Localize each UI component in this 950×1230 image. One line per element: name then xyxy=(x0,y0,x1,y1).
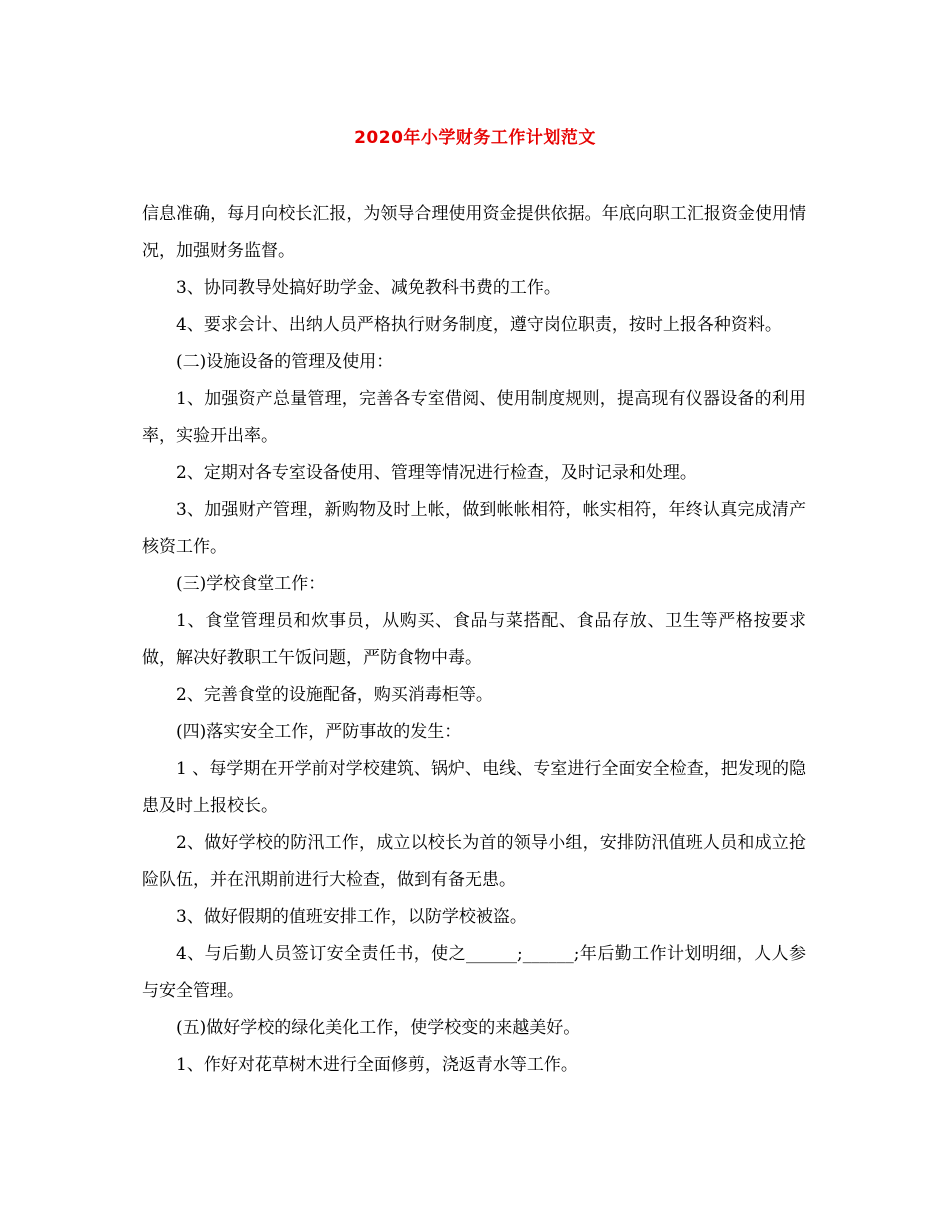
paragraph-6: 2、定期对各专室设备使用、管理等情况进行检查，及时记录和处理。 xyxy=(176,463,697,483)
paragraph-3: 4、要求会计、出纳人员严格执行财务制度，遵守岗位职责，按时上报各种资料。 xyxy=(176,315,782,335)
paragraph-2: 3、协同教导处搞好助学金、减免教科书费的工作。 xyxy=(176,278,561,298)
section-heading-3: (三)学校食堂工作： xyxy=(176,574,326,594)
paragraph-5: 1、加强资产总量管理，完善各专室借阅、使用制度规则，提高现有仪器设备的利用率，实验开出率。 xyxy=(142,389,806,446)
document-body xyxy=(142,196,806,1084)
paragraph-1: 信息准确，每月向校长汇报，为领导合理使用资金提供依据。年底向职工汇报资金使用情况，加强财务监督。 xyxy=(142,204,806,261)
paragraph-17: 1、作好对花草树木进行全面修剪，浇返青水等工作。 xyxy=(176,1055,578,1075)
section-heading-5: (五)做好学校的绿化美化工作，使学校变的来越美好。 xyxy=(176,1018,581,1038)
paragraph-9: 1、食堂管理员和炊事员，从购买、食品与菜搭配、食品存放、卫生等严格按要求做，解决好教职工午饭问题，严防食物中毒。 xyxy=(142,611,806,668)
paragraph-10: 2、完善食堂的设施配备，购买消毒柜等。 xyxy=(176,685,493,705)
paragraph-14: 3、做好假期的值班安排工作，以防学校被盗。 xyxy=(176,907,527,927)
paragraph-7: 3、加强财产管理，新购物及时上帐，做到帐帐相符，帐实相符，年终认真完成清产核资工作。 xyxy=(142,500,806,557)
section-heading-4: (四)落实安全工作，严防事故的发生： xyxy=(176,722,462,742)
paragraph-12: 1 、每学期在开学前对学校建筑、锅炉、电线、专室进行全面安全检查，把发现的隐患及时上报校长。 xyxy=(142,759,806,816)
paragraph-13: 2、做好学校的防汛工作，成立以校长为首的领导小组，安排防汛值班人员和成立抢险队伍，并在汛期前进行大检查，做到有备无患。 xyxy=(142,833,806,890)
document-title: 2020年小学财务工作计划范文 xyxy=(354,128,596,148)
paragraph-15: 4、与后勤人员签订安全责任书，使之______;______;年后勤工作计划明细，人人参与安全管理。 xyxy=(142,944,806,1001)
section-heading-2: (二)设施设备的管理及使用： xyxy=(176,352,394,372)
